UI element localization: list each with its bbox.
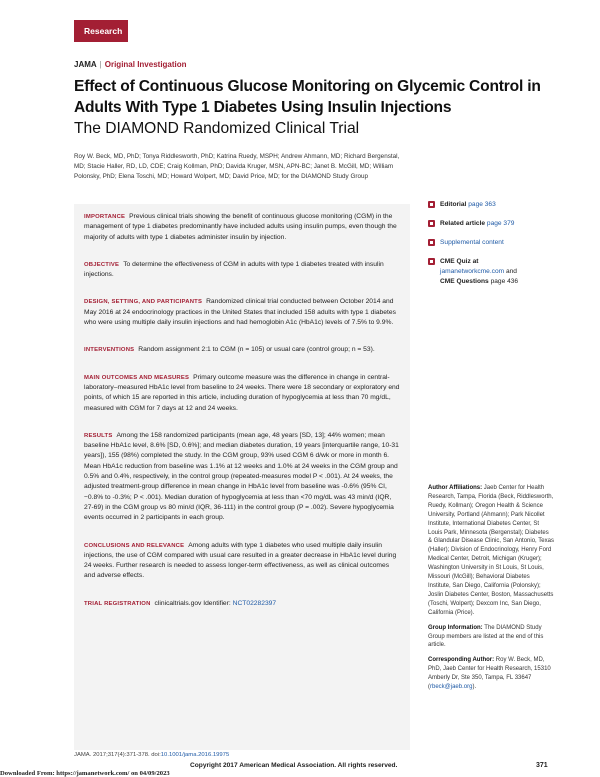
arrow-icon <box>428 239 435 246</box>
download-line: Downloaded From: https://jamanetwork.com/ on 04/09/2023 <box>0 770 170 777</box>
abstract-objective <box>74 256 410 285</box>
section-tab: Research <box>74 20 128 42</box>
abstract-interventions <box>74 341 410 359</box>
article-type: Original Investigation <box>104 60 187 69</box>
corresponding-label: Corresponding Author: <box>428 657 495 664</box>
editorial-page[interactable]: page 363 <box>468 201 496 208</box>
arrow-icon <box>428 201 435 208</box>
conclusions-label: CONCLUSIONS AND RELEVANCE <box>84 542 185 549</box>
results-text: Among the 158 randomized participants (mean age, 48 years [SD, 13]; 44% women; mean baseline HbA1c level, 8.6% [SD, 0.6%]; and median diabetes duration, 19 years [interquartile range, 10-31 years]), 155 (98%) completed the study. In the CGM group, 93% used CGM 6 d/wk or more in month 6. Mean HbA1c reduction from baseline was 1.1% at 12 weeks and 1.0% at 24 weeks in the CGM group and 0.5% and 0.4%, respectively, in the control group (repeated-measures model P < .001). At 24 weeks, the adjusted treatment-group difference in mean change in HbA1c level from baseline was -0.6% (95% CI, −0.8% to -0.3%; P < .001). Median duration of hypoglycemia at less than <70 mg/dL was 43 min/d (IQR, 27-69) in the CGM group vs 80 min/d (IQR, 36-111) in the control group (P = .002). Severe hypoglycemia events occurred in 2 participants in each group. <box>84 431 399 522</box>
group-text: The DIAMOND Study Group members are listed at the end of this article. <box>428 624 544 649</box>
supplemental-label[interactable]: Supplemental content <box>440 239 504 246</box>
article-title: Effect of Continuous Glucose Monitoring on Glycemic Control in Adults With Type 1 Diabetes Using Insulin Injections <box>74 78 541 116</box>
supplemental-link[interactable] <box>428 238 548 248</box>
editorial-label: Editorial <box>440 201 467 208</box>
conclusions-text: Among adults with type 1 diabetes who used multiple daily insulin injections, the use of CGM compared with usual care resulted in a greater decrease in HbA1c level during 24 weeks. Further research is needed to assess longer-term effectiveness, as well as clinical outcomes and adverse effects. <box>84 541 397 580</box>
abstract-results <box>74 427 410 528</box>
cme-quiz-link[interactable]: jamanetworkcme.com <box>440 268 505 275</box>
interventions-text: Random assignment 2:1 to CGM (n = 105) or usual care (control group; n = 53). <box>138 346 375 354</box>
cme-quiz-label: CME Quiz at <box>440 258 479 265</box>
registration-text: clinicaltrials.gov Identifier: <box>154 599 231 607</box>
interventions-label: INTERVENTIONS <box>84 347 135 354</box>
objective-text: To determine the effectiveness of CGM in adults with type 1 diabetes treated with insulin injections. <box>84 260 384 279</box>
registration-link[interactable]: NCT02282397 <box>232 599 277 607</box>
side-links <box>428 200 548 296</box>
cme-questions-label: CME Questions <box>440 278 489 285</box>
group-label: Group Information: <box>428 624 483 631</box>
abstract-conclusions <box>74 537 410 586</box>
affiliations <box>428 484 554 698</box>
journal-name: JAMA <box>74 60 97 69</box>
corresponding-text: Roy W. Beck, MD, PhD, Jaeb Center for Health Research, 15310 Amberly Dr, Ste 350, Tampa, FL 33647 ( <box>428 657 551 691</box>
copyright: Copyright 2017 American Medical Association. All rights reserved. <box>190 762 398 769</box>
journal-line <box>74 60 187 69</box>
related-article-link[interactable] <box>428 219 548 229</box>
corresponding-email[interactable]: rbeck@jaeb.org <box>430 684 473 691</box>
design-text: Randomized clinical trial conducted between October 2014 and May 2016 at 24 endocrinology practices in the United States that included 158 adults with type 1 diabetes who were using multiple daily insulin injections and had hemoglobin A1c (HbA1c) levels of 7.5% to 9.9%. <box>84 298 396 327</box>
author-affiliations <box>428 484 554 618</box>
abstract <box>74 208 410 622</box>
design-label: DESIGN, SETTING, AND PARTICIPANTS <box>84 299 203 306</box>
registration-label: TRIAL REGISTRATION <box>84 600 151 607</box>
article-subtitle: The DIAMOND Randomized Clinical Trial <box>74 120 360 137</box>
page-number: 371 <box>536 762 548 769</box>
abstract-registration <box>74 595 410 613</box>
arrow-icon <box>428 220 435 227</box>
affiliations-text: Jaeb Center for Health Research, Tampa, Florida (Beck, Riddlesworth, Ruedy, Kollman); Oregon Health & Science University, Portland (Ahmann); Park Nicollet Institute, International Diabetes Center, St Louis Park, Minnesota (Bergenstal); Diabetes & Glandular Disease Clinic, San Antonio, Texas (Haller); Division of Endocrinology, Henry Ford Medical Center, Detroit, Michigan (Kruger); Washington University in St Louis, St Louis, Missouri (McGill); Behavioral Diabetes Institute, San Diego, California (Polonsky); Joslin Diabetes Center, Boston, Massachusetts (Toschi, Wolpert); Dexcom Inc, San Diego, California (Price). <box>428 485 554 616</box>
related-page[interactable]: page 379 <box>486 220 515 227</box>
editorial-link[interactable] <box>428 200 548 210</box>
objective-label: OBJECTIVE <box>84 261 120 268</box>
importance-text: Previous clinical trials showing the benefit of continuous glucose monitoring (CGM) in the management of type 1 diabetes predominantly have included adults using insulin pumps, even though the majority of adults with type 1 diabetes administer insulin by injection. <box>84 213 397 241</box>
cme-info <box>428 257 548 287</box>
outcomes-text: Primary outcome measure was the difference in change in central-laboratory–measured HbA1c level from baseline to 24 weeks. There were 18 secondary or exploratory end points, of which 15 are reported in this article, including duration of hypoglycemia at less than 70 mg/dL, measured with CGM for 7 days at 12 and 24 weeks. <box>84 373 400 412</box>
author-list: Roy W. Beck, MD, PhD; Tonya Riddlesworth, PhD; Katrina Ruedy, MSPH; Andrew Ahmann, MD; Richard Bergenstal, MD; Stacie Haller, RD, LD, CDE; Craig Kollman, PhD; Davida Kruger, MSN, APN-BC; Janet B. McGill, MD; William Polonsky, PhD; Elena Toschi, MD; Howard Wolpert, MD; David Price, MD; for the DIAMOND Study Group <box>74 153 400 180</box>
importance-label: IMPORTANCE <box>84 214 126 220</box>
outcomes-label: MAIN OUTCOMES AND MEASURES <box>84 374 190 381</box>
abstract-design <box>74 293 410 332</box>
abstract-importance <box>74 208 410 247</box>
related-label: Related article <box>440 220 486 227</box>
abstract-outcomes <box>74 369 410 418</box>
arrow-icon <box>428 258 435 265</box>
cme-questions-page: page 436 <box>490 278 519 285</box>
citation-text: JAMA. 2017;317(4):371-378. doi: <box>74 752 161 758</box>
cme-and: and <box>505 268 517 275</box>
corresponding-author <box>428 656 554 692</box>
corresponding-close: ). <box>472 684 477 691</box>
group-information <box>428 624 554 651</box>
results-label: RESULTS <box>84 432 113 439</box>
citation <box>74 752 229 758</box>
affiliations-label: Author Affiliations: <box>428 485 483 491</box>
journal-separator: | <box>99 60 102 69</box>
doi-link[interactable]: 10.1001/jama.2016.19975 <box>160 752 230 758</box>
